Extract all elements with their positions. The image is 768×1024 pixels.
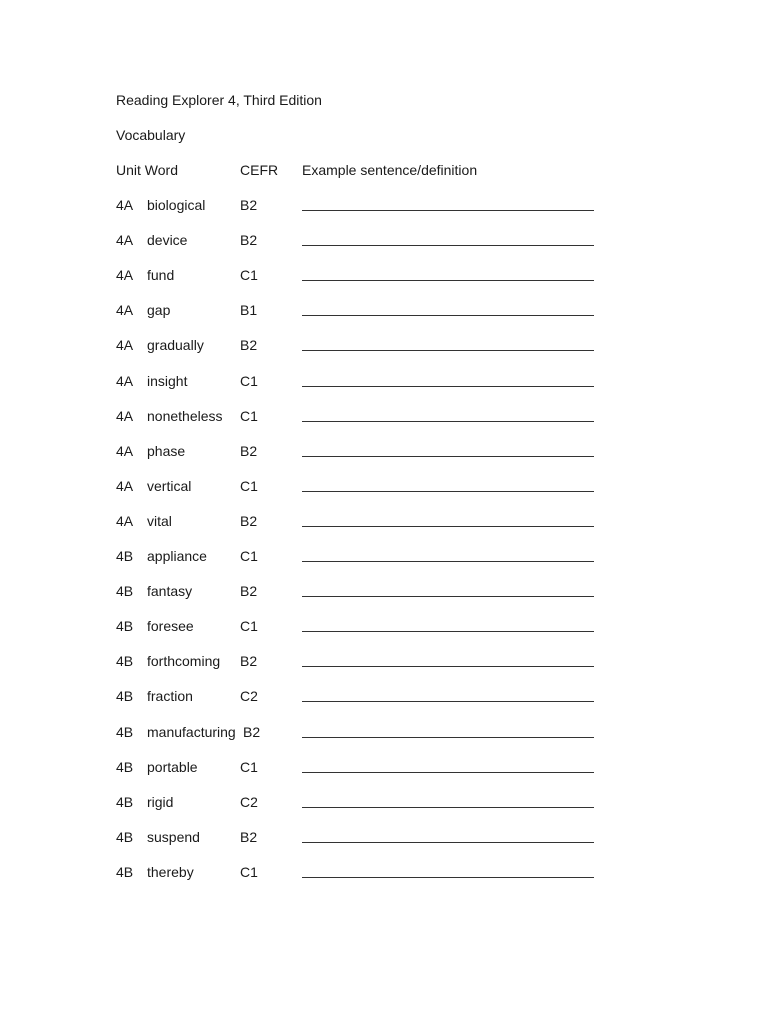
- row-cefr: B2: [240, 653, 258, 669]
- row-word: fraction: [147, 688, 193, 704]
- row-cefr: C1: [240, 408, 258, 424]
- row-cefr: B2: [240, 337, 258, 353]
- row-cefr: B2: [240, 829, 258, 845]
- header-cefr: CEFR: [240, 162, 279, 178]
- row-word: rigid: [147, 794, 174, 810]
- document-subtitle: Vocabulary: [116, 127, 186, 143]
- table-row: [0, 828, 768, 846]
- row-word: appliance: [147, 548, 207, 564]
- row-unit: 4A: [116, 197, 134, 213]
- definition-blank-line: [302, 631, 594, 632]
- table-row: [0, 617, 768, 635]
- definition-blank-line: [302, 807, 594, 808]
- row-unit: 4A: [116, 337, 134, 353]
- row-cefr: C1: [240, 267, 258, 283]
- definition-blank-line: [302, 701, 594, 702]
- row-unit: 4B: [116, 864, 134, 880]
- table-row: [0, 407, 768, 425]
- table-row: [0, 196, 768, 214]
- row-unit: 4A: [116, 267, 134, 283]
- row-cefr: C2: [240, 794, 258, 810]
- row-unit: 4A: [116, 443, 134, 459]
- row-cefr: B2: [240, 197, 258, 213]
- table-row: [0, 231, 768, 249]
- row-unit: 4B: [116, 688, 134, 704]
- definition-blank-line: [302, 456, 594, 457]
- definition-blank-line: [302, 386, 594, 387]
- table-row: [0, 687, 768, 705]
- row-word: fantasy: [147, 583, 193, 599]
- table-row: [0, 372, 768, 390]
- row-word: gradually: [147, 337, 204, 353]
- row-word: biological: [147, 197, 206, 213]
- table-row: [0, 512, 768, 530]
- definition-blank-line: [302, 491, 594, 492]
- row-word: foresee: [147, 618, 194, 634]
- definition-blank-line: [302, 245, 594, 246]
- row-word: vertical: [147, 478, 192, 494]
- table-row: [0, 652, 768, 670]
- table-row: [0, 477, 768, 495]
- table-row: [0, 336, 768, 354]
- row-word: forthcoming: [147, 653, 221, 669]
- table-row: [0, 582, 768, 600]
- row-unit: 4B: [116, 794, 134, 810]
- definition-blank-line: [302, 280, 594, 281]
- row-unit: 4A: [116, 478, 134, 494]
- row-word: device: [147, 232, 188, 248]
- table-row: [0, 442, 768, 460]
- row-cefr: C1: [240, 478, 258, 494]
- row-cefr: C1: [240, 759, 258, 775]
- row-unit: 4A: [116, 302, 134, 318]
- definition-blank-line: [302, 526, 594, 527]
- document-title: Reading Explorer 4, Third Edition: [116, 92, 322, 108]
- header-unit-word: Unit Word: [116, 162, 178, 178]
- row-unit: 4B: [116, 724, 134, 740]
- row-unit: 4B: [116, 653, 134, 669]
- row-word: vital: [147, 513, 172, 529]
- row-unit: 4B: [116, 759, 134, 775]
- row-cefr: C1: [240, 618, 258, 634]
- table-row: [0, 547, 768, 565]
- row-unit: 4A: [116, 373, 134, 389]
- row-cefr: B1: [240, 302, 258, 318]
- row-unit: 4B: [116, 583, 134, 599]
- definition-blank-line: [302, 421, 594, 422]
- row-cefr: B2: [240, 232, 258, 248]
- row-word: manufacturing: [147, 724, 236, 740]
- row-unit: 4A: [116, 408, 134, 424]
- table-row: [0, 266, 768, 284]
- definition-blank-line: [302, 350, 594, 351]
- table-row: [0, 723, 768, 741]
- definition-blank-line: [302, 315, 594, 316]
- definition-blank-line: [302, 877, 594, 878]
- definition-blank-line: [302, 772, 594, 773]
- row-cefr: B2: [240, 513, 258, 529]
- row-unit: 4A: [116, 513, 134, 529]
- header-example: Example sentence/definition: [302, 162, 478, 178]
- row-word: fund: [147, 267, 175, 283]
- row-word: phase: [147, 443, 186, 459]
- table-row: [0, 863, 768, 881]
- row-cefr: C1: [240, 548, 258, 564]
- row-word: nonetheless: [147, 408, 223, 424]
- row-word: insight: [147, 373, 188, 389]
- row-word: suspend: [147, 829, 200, 845]
- row-cefr: C1: [240, 373, 258, 389]
- row-unit: 4B: [116, 829, 134, 845]
- definition-blank-line: [302, 842, 594, 843]
- row-word: thereby: [147, 864, 194, 880]
- row-unit: 4A: [116, 232, 134, 248]
- table-header: [0, 161, 768, 179]
- definition-blank-line: [302, 561, 594, 562]
- row-cefr: C2: [240, 688, 258, 704]
- definition-blank-line: [302, 666, 594, 667]
- row-word: gap: [147, 302, 171, 318]
- row-unit: 4B: [116, 548, 134, 564]
- row-cefr: B2: [240, 443, 258, 459]
- row-cefr: C1: [240, 864, 258, 880]
- row-cefr: B2: [243, 724, 261, 740]
- table-row: [0, 758, 768, 776]
- definition-blank-line: [302, 210, 594, 211]
- table-row: [0, 793, 768, 811]
- row-cefr: B2: [240, 583, 258, 599]
- definition-blank-line: [302, 596, 594, 597]
- row-word: portable: [147, 759, 198, 775]
- definition-blank-line: [302, 737, 594, 738]
- table-row: [0, 301, 768, 319]
- row-unit: 4B: [116, 618, 134, 634]
